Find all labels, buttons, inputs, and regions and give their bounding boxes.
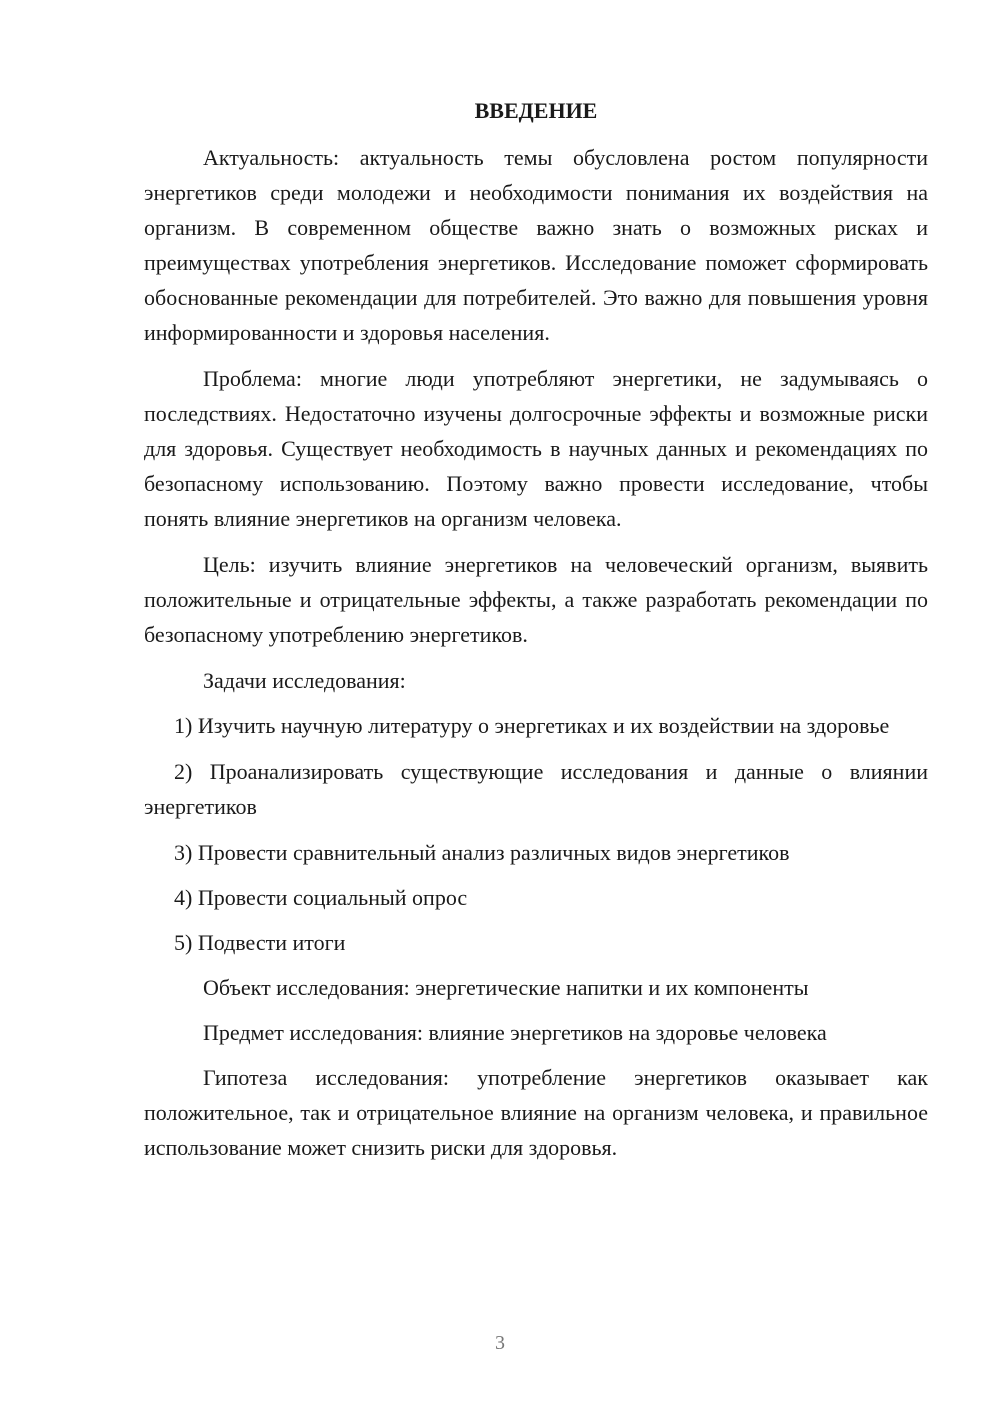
page-number: 3 bbox=[495, 1332, 505, 1354]
task-item-2: 2) Проанализировать существующие исследования и данные о влиянии энергетиков bbox=[144, 759, 928, 819]
page-title: ВВЕДЕНИЕ bbox=[474, 98, 598, 123]
task-item-1: 1) Изучить научную литературу о энергетиках и их воздействии на здоровье bbox=[174, 713, 890, 738]
hypothesis-paragraph: Гипотеза исследования: употребление энергетиков оказывает как положительное, так и отрицательное влияние на организм человека, и правильное использование может снизить риски для здоровья. bbox=[144, 1065, 928, 1160]
object-paragraph: Объект исследования: энергетические напитки и их компоненты bbox=[203, 975, 809, 1000]
task-item-5: 5) Подвести итоги bbox=[174, 930, 346, 955]
task-item-3: 3) Провести сравнительный анализ различных видов энергетиков bbox=[174, 840, 790, 865]
subject-paragraph: Предмет исследования: влияние энергетиков на здоровье человека bbox=[203, 1020, 827, 1045]
document-page bbox=[144, 96, 928, 1176]
goal-paragraph: Цель: изучить влияние энергетиков на человеческий организм, выявить положительные и отрицательные эффекты, а также разработать рекомендации по безопасному употреблению энергетиков. bbox=[144, 552, 928, 647]
tasks-heading: Задачи исследования: bbox=[203, 668, 406, 693]
problem-paragraph: Проблема: многие люди употребляют энергетики, не задумываясь о последствиях. Недостаточно изучены долгосрочные эффекты и возможные риски для здоровья. Существует необходимость в научных данных и рекомендациях по безопасному использованию. Поэтому важно провести исследование, чтобы понять влияние энергетиков на организм человека. bbox=[144, 366, 928, 531]
relevance-paragraph: Актуальность: актуальность темы обусловлена ростом популярности энергетиков среди молодежи и необходимости понимания их воздействия на организм. В современном обществе важно знать о возможных рисках и преимуществах употребления энергетиков. Исследование поможет сформировать обоснованные рекомендации для потребителей. Это важно для повышения уровня информированности и здоровья населения. bbox=[144, 145, 928, 345]
task-item-4: 4) Провести социальный опрос bbox=[174, 885, 468, 910]
